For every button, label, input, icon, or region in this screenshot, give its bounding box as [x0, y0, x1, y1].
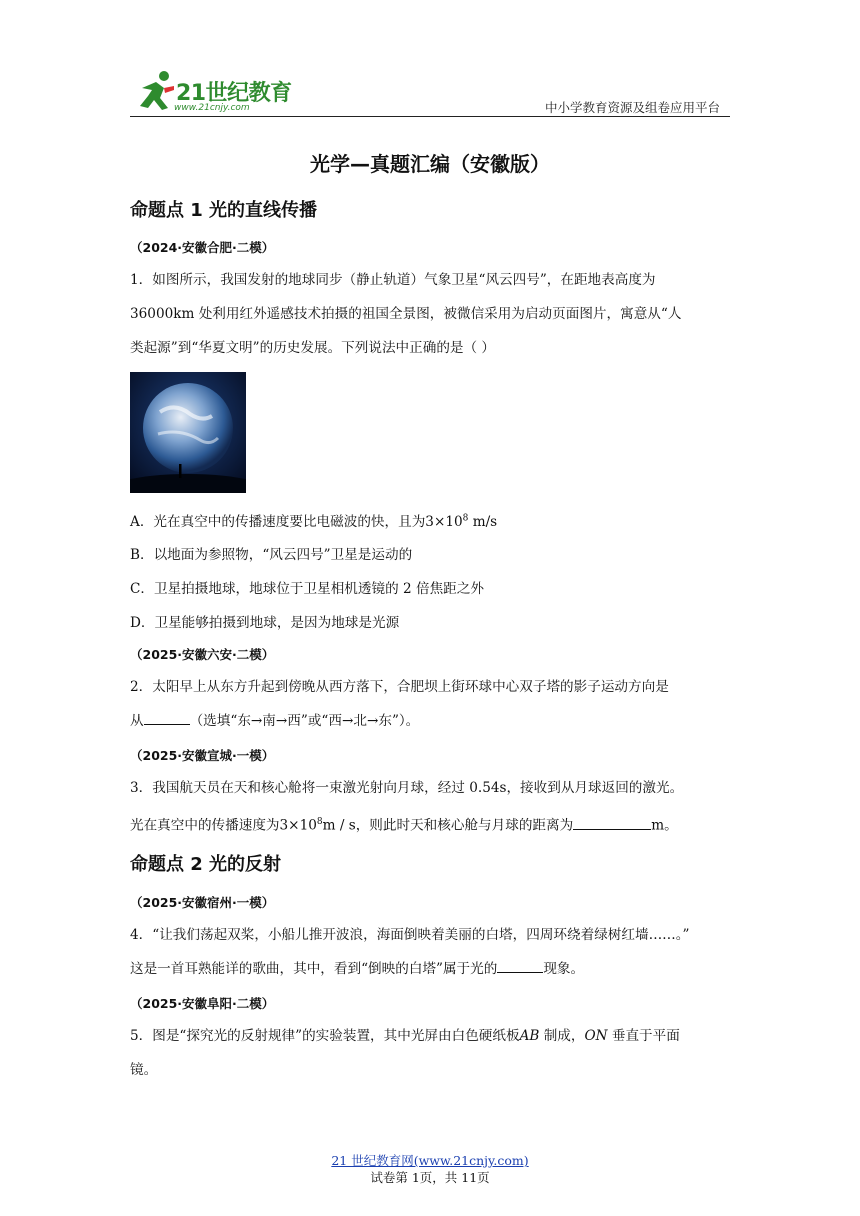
q1-option-a-number: 3×10 — [425, 514, 463, 530]
q2-stem-line-1: 2．太阳早上从东方升起到傍晚从西方落下，合肥坝上街环球中心双子塔的影子运动方向是 — [130, 679, 669, 695]
q5-line1-suffix: 垂直于平面 — [607, 1028, 680, 1044]
q2-line2-suffix: （选填“东→南→西”或“西→北→东”）。 — [189, 713, 420, 729]
section-heading-2: 命题点 2 光的反射 — [130, 854, 282, 875]
q5-stem-line-1 — [130, 1019, 730, 1053]
q1-option-a — [130, 510, 497, 530]
q2-line2-prefix: 从 — [130, 713, 144, 729]
logo-url: www.21cnjy.com — [174, 103, 250, 113]
q5-source: （2025·安徽阜阳·二模） — [130, 996, 275, 1011]
q3-source: （2025·安徽宣城·一模） — [130, 748, 275, 763]
q1-stem-line-2: 36000km 处利用红外遥感技术拍摄的祖国全景图，被微信采用为启动页面图片，寓意从“人 — [130, 306, 682, 322]
logo-text: 21世纪教育 — [176, 81, 292, 106]
q3-line2-suffix: m。 — [651, 817, 678, 834]
q1-option-a-unit: m/s — [468, 514, 498, 530]
section-heading-1: 命题点 1 光的直线传播 — [130, 200, 318, 221]
q2-source: （2025·安徽六安·二模） — [130, 647, 275, 662]
q1-source: （2024·安徽合肥·二模） — [130, 240, 275, 255]
platform-name: 中小学教育资源及组卷应用平台 — [544, 100, 720, 115]
earth-photo — [130, 372, 246, 493]
footer-page-number: 试卷第 1页，共 11页 — [370, 1170, 490, 1185]
q1-option-c: C．卫星拍摄地球，地球位于卫星相机透镜的 2 倍焦距之外 — [130, 581, 484, 597]
q1-option-b: B．以地面为参照物，“风云四号”卫星是运动的 — [130, 547, 413, 563]
q5-line1-middle: 制成， — [539, 1028, 585, 1044]
q3-stem — [130, 771, 730, 843]
q5-stem — [130, 1019, 730, 1087]
q1-stem — [130, 263, 730, 365]
q5-stem-line-2: 镜。 — [130, 1062, 158, 1078]
q5-normal-label: ON — [584, 1028, 608, 1044]
q1-option-a-text: A．光在真空中的传播速度要比电磁波的快，且为 — [130, 514, 426, 530]
q1-stem-line-3: 类起源”到“华夏文明”的历史发展。下列说法中正确的是（ ） — [130, 340, 496, 356]
q3-line2-middle: ，则此时天和核心舱与月球的距离为 — [355, 817, 574, 834]
q4-stem-line-1: 4．“让我们荡起双桨，小船儿推开波浪，海面倒映着美丽的白塔，四周环绕着绿树红墙……。” — [130, 927, 690, 943]
q3-stem-line-2 — [130, 805, 730, 843]
q1-option-d: D．卫星能够拍摄到地球，是因为地球是光源 — [130, 615, 400, 631]
q4-source: （2025·安徽宿州·一模） — [130, 895, 275, 910]
q2-answer-blank[interactable] — [144, 710, 190, 725]
q3-speed-exponent: 8 — [316, 817, 323, 827]
q5-board-label: AB — [519, 1028, 540, 1044]
q4-line2-suffix: 现象。 — [543, 961, 585, 977]
q4-stem-line-2 — [130, 952, 730, 986]
q4-stem — [130, 918, 730, 986]
q2-stem-line-2 — [130, 704, 730, 738]
footer-site-link[interactable]: 21 世纪教育网(www.21cnjy.com) — [331, 1153, 529, 1168]
q3-speed-number: 3×10 — [279, 817, 317, 834]
runner-icon — [134, 68, 178, 112]
q1-stem-line-1: 1．如图所示，我国发射的地球同步（静止轨道）气象卫星“风云四号”，在距地表高度为 — [130, 272, 656, 288]
q4-line2-prefix: 这是一首耳熟能详的歌曲，其中，看到“倒映的白塔”属于光的 — [130, 961, 498, 977]
q3-speed-unit: m / s — [322, 817, 356, 834]
q3-stem-line-1: 3．我国航天员在天和核心舱将一束激光射向月球，经过 0.54s，接收到从月球返回的激光。 — [130, 780, 684, 796]
header-divider — [130, 116, 730, 117]
q2-stem — [130, 670, 730, 738]
page-title: 光学—真题汇编（安徽版） — [310, 152, 550, 176]
q4-answer-blank[interactable] — [497, 958, 543, 973]
q3-line2-prefix: 光在真空中的传播速度为 — [130, 817, 280, 834]
q1-option-a-exponent: 8 — [462, 513, 469, 524]
q3-answer-blank[interactable] — [573, 815, 651, 830]
q5-line1-prefix: 5．图是“探究光的反射规律”的实验装置，其中光屏由白色硬纸板 — [130, 1028, 520, 1044]
